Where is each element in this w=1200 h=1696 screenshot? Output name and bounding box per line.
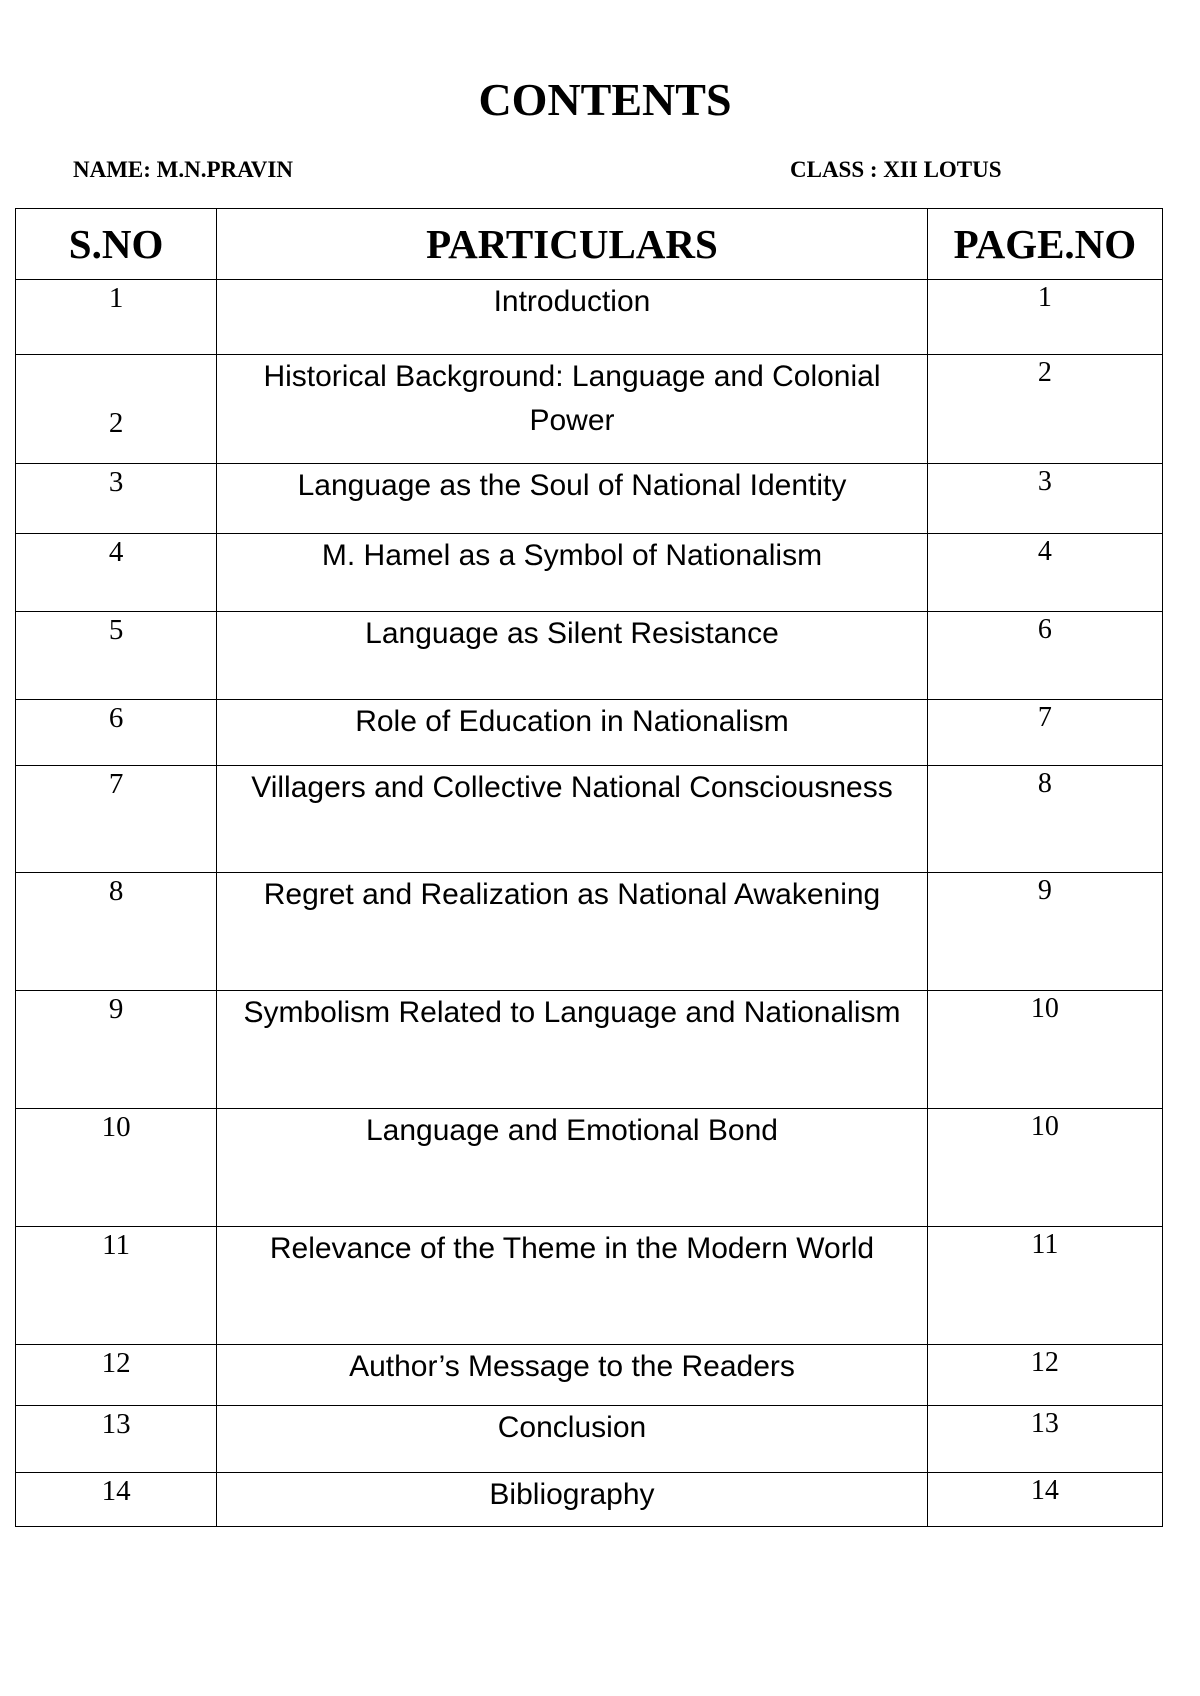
- row-sno: 8: [16, 873, 217, 991]
- row-particular: Conclusion: [217, 1406, 928, 1473]
- header-particulars: PARTICULARS: [217, 209, 928, 280]
- row-page: 2: [927, 355, 1162, 464]
- row-page: 13: [927, 1406, 1162, 1473]
- row-particular: Introduction: [217, 280, 928, 355]
- table-row: [16, 612, 1163, 700]
- row-sno: 11: [16, 1227, 217, 1345]
- table-row: [16, 464, 1163, 534]
- table-row: [16, 766, 1163, 873]
- row-sno: 10: [16, 1109, 217, 1227]
- table-row: [16, 280, 1163, 355]
- row-page: 7: [927, 700, 1162, 766]
- table-row: [16, 1227, 1163, 1345]
- row-sno: 5: [16, 612, 217, 700]
- table-row: [16, 991, 1163, 1109]
- row-sno: 4: [16, 534, 217, 612]
- row-sno: 9: [16, 991, 217, 1109]
- row-particular: Language as the Soul of National Identity: [217, 464, 928, 534]
- table-row: [16, 873, 1163, 991]
- row-page: 9: [927, 873, 1162, 991]
- contents-table: [15, 208, 1163, 1527]
- header-page-no: PAGE.NO: [927, 209, 1162, 280]
- header-sno: S.NO: [16, 209, 217, 280]
- row-page: 10: [927, 1109, 1162, 1227]
- student-class: CLASS : XII LOTUS: [790, 157, 1002, 182]
- row-sno: 12: [16, 1345, 217, 1406]
- row-particular: Villagers and Collective National Consciousness: [217, 766, 928, 873]
- table-row: [16, 1406, 1163, 1473]
- row-page: 8: [927, 766, 1162, 873]
- table-row: [16, 534, 1163, 612]
- row-page: 11: [927, 1227, 1162, 1345]
- row-particular: Role of Education in Nationalism: [217, 700, 928, 766]
- row-page: 4: [927, 534, 1162, 612]
- table-row: [16, 1473, 1163, 1527]
- table-row: [16, 1345, 1163, 1406]
- table-header-row: [16, 209, 1163, 280]
- row-sno: 1: [16, 280, 217, 355]
- page-title: CONTENTS: [478, 74, 732, 125]
- row-particular: Language and Emotional Bond: [217, 1109, 928, 1227]
- student-name: NAME: M.N.PRAVIN: [73, 157, 293, 182]
- row-page: 14: [927, 1473, 1162, 1527]
- row-particular: Regret and Realization as National Awakening: [217, 873, 928, 991]
- row-sno: 14: [16, 1473, 217, 1527]
- row-particular: Author’s Message to the Readers: [217, 1345, 928, 1406]
- row-particular: Symbolism Related to Language and Nationalism: [217, 991, 928, 1109]
- row-page: 3: [927, 464, 1162, 534]
- row-sno: 13: [16, 1406, 217, 1473]
- row-particular: Language as Silent Resistance: [217, 612, 928, 700]
- row-particular: Relevance of the Theme in the Modern World: [217, 1227, 928, 1345]
- row-sno: 3: [16, 464, 217, 534]
- table-row: [16, 700, 1163, 766]
- row-particular: Historical Background: Language and Colonial Power: [217, 355, 928, 464]
- row-sno: 6: [16, 700, 217, 766]
- row-particular: M. Hamel as a Symbol of Nationalism: [217, 534, 928, 612]
- row-page: 1: [927, 280, 1162, 355]
- row-page: 10: [927, 991, 1162, 1109]
- row-sno: 2: [16, 355, 217, 464]
- row-page: 6: [927, 612, 1162, 700]
- row-particular: Bibliography: [217, 1473, 928, 1527]
- row-sno: 7: [16, 766, 217, 873]
- table-row: [16, 355, 1163, 464]
- row-page: 12: [927, 1345, 1162, 1406]
- table-row: [16, 1109, 1163, 1227]
